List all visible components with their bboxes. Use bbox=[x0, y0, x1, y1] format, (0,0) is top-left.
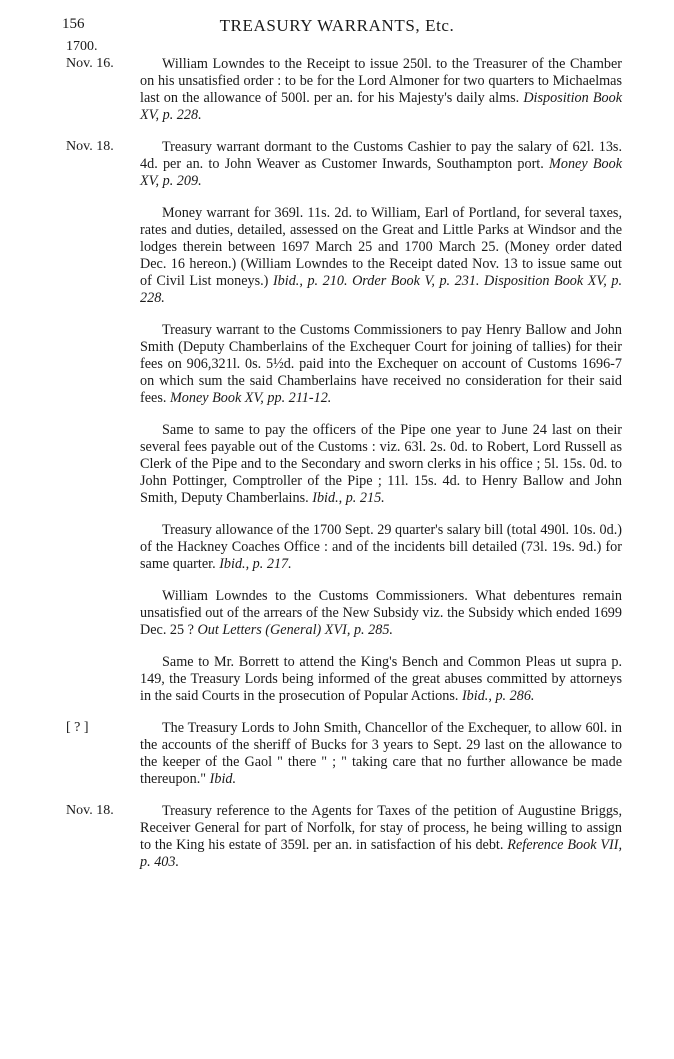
entry-text bbox=[140, 139, 622, 190]
entry-text bbox=[140, 422, 622, 507]
entry-reference: Money Book XV, p. 209. bbox=[140, 156, 622, 189]
entry-body: Same to Mr. Borrett to attend the King's Bench and Common Pleas ut supra p. 149, the Treasury Lords being informed of the great abuses committed by attorneys in the said Courts in the prosecution of Popular Actions. bbox=[140, 654, 622, 704]
entry-body: The Treasury Lords to John Smith, Chancellor of the Exchequer, to allow 60l. in the accounts of the sheriff of Bucks for 3 years to Sept. 29 last on the allowance to the keeper of the Gaol " there " ; " taking care that no further allowance be made thereupon." bbox=[140, 720, 622, 787]
entry-text bbox=[140, 56, 622, 124]
entry bbox=[62, 803, 622, 871]
entry bbox=[62, 654, 622, 705]
entry-body: Treasury reference to the Agents for Taxes of the petition of Augustine Briggs, Receiver General for part of Norfolk, for stay of process, he being willing to assign to the King his estate of 359l. per an. in satisfaction of his debt. bbox=[140, 803, 622, 853]
entry-reference: Ibid., p. 217. bbox=[219, 556, 292, 572]
page-number: 156 bbox=[62, 16, 85, 32]
entry-date: [ ? ] bbox=[66, 720, 89, 735]
running-head: TREASURY WARRANTS, Etc. bbox=[219, 16, 455, 35]
entry bbox=[62, 322, 622, 407]
entry-text bbox=[140, 720, 622, 788]
entry-body: Same to same to pay the officers of the Pipe one year to June 24 last on their several fees payable out of the Customs : viz. 63l. 2s. 0d. to Robert, Lord Russell as Clerk of the Pipe and to the Secondary and sworn clerks in his office ; 5l. 15s. 0d. to John Pottinger, Comptroller of the Pipe ; 11l. 15s. 4d. to Henry Ballow and John Smith, Deputy Chamberlains. bbox=[140, 422, 622, 506]
entry-text bbox=[140, 522, 622, 573]
entry-text bbox=[140, 322, 622, 407]
entry bbox=[62, 139, 622, 190]
entry-body: Treasury allowance of the 1700 Sept. 29 quarter's salary bill (total 490l. 10s. 0d.) of the Hackney Coaches Office : and of the incidents bill detailed (73l. 19s. 9d.) for same quarter. bbox=[140, 522, 622, 572]
entry-text bbox=[140, 654, 622, 705]
entry bbox=[62, 522, 622, 573]
entry-date: Nov. 16. bbox=[66, 56, 114, 71]
entry-text bbox=[140, 205, 622, 307]
year-label: 1700. bbox=[66, 39, 98, 54]
entry-body: Treasury warrant dormant to the Customs Cashier to pay the salary of 62l. 13s. 4d. per an. to John Weaver as Customer Inwards, Southampton port. bbox=[140, 139, 622, 172]
entry-reference: Ibid., p. 286. bbox=[461, 688, 535, 704]
entries-list bbox=[62, 56, 622, 886]
entry-body: Treasury warrant to the Customs Commissioners to pay Henry Ballow and John Smith (Deputy Chamberlains of the Exchequer Court for joining of tallies) for their fees on 906,321l. 0s. 5½d. paid into the Exchequer on account of Customs 1696-7 on which sum the said Chamberlains have received no consideration for their said fees. bbox=[140, 322, 622, 406]
entry-body: Money warrant for 369l. 11s. 2d. to William, Earl of Portland, for several taxes, rates and duties, detailed, assessed on the Great and Little Parks at Windsor and the lodges therein between 1697 March 25 and 1700 March 25. (Money order dated Dec. 16 hereon.) (William Lowndes to the Receipt dated Nov. 13 to issue same out of Civil List moneys.) bbox=[140, 205, 622, 289]
entry bbox=[62, 56, 622, 124]
entry-date: Nov. 18. bbox=[66, 803, 114, 818]
entry-text bbox=[140, 803, 622, 871]
entry-text bbox=[140, 588, 622, 639]
entry-reference: Ibid., p. 215. bbox=[312, 490, 385, 506]
entry-date: Nov. 18. bbox=[66, 139, 114, 154]
entry-reference: Disposition Book XV, p. 228. bbox=[140, 90, 622, 123]
entry-body: William Lowndes to the Receipt to issue 250l. to the Treasurer of the Chamber on his unsatisfied order : to be for the Lord Almoner for two quarters to Michaelmas last on the allowance of 500l. per an. for his Majesty's daily alms. bbox=[140, 56, 622, 106]
entry bbox=[62, 422, 622, 507]
entry-reference: Out Letters (General) XVI, p. 285. bbox=[197, 622, 393, 638]
entry-reference: Ibid. bbox=[209, 771, 237, 787]
entry bbox=[62, 205, 622, 307]
entry-reference: Money Book XV, pp. 211-12. bbox=[169, 390, 332, 406]
entry-reference: Reference Book VII, p. 403. bbox=[140, 837, 623, 870]
entry bbox=[62, 720, 622, 788]
entry-reference: Ibid., p. 210. Order Book V, p. 231. Disposition Book XV, p. 228. bbox=[140, 273, 623, 306]
entry bbox=[62, 588, 622, 639]
page-header bbox=[62, 16, 612, 38]
entry-body: William Lowndes to the Customs Commissioners. What debentures remain unsatisfied out of the arrears of the New Subsidy viz. the Subsidy which ended 1699 Dec. 25 ? bbox=[140, 588, 622, 638]
